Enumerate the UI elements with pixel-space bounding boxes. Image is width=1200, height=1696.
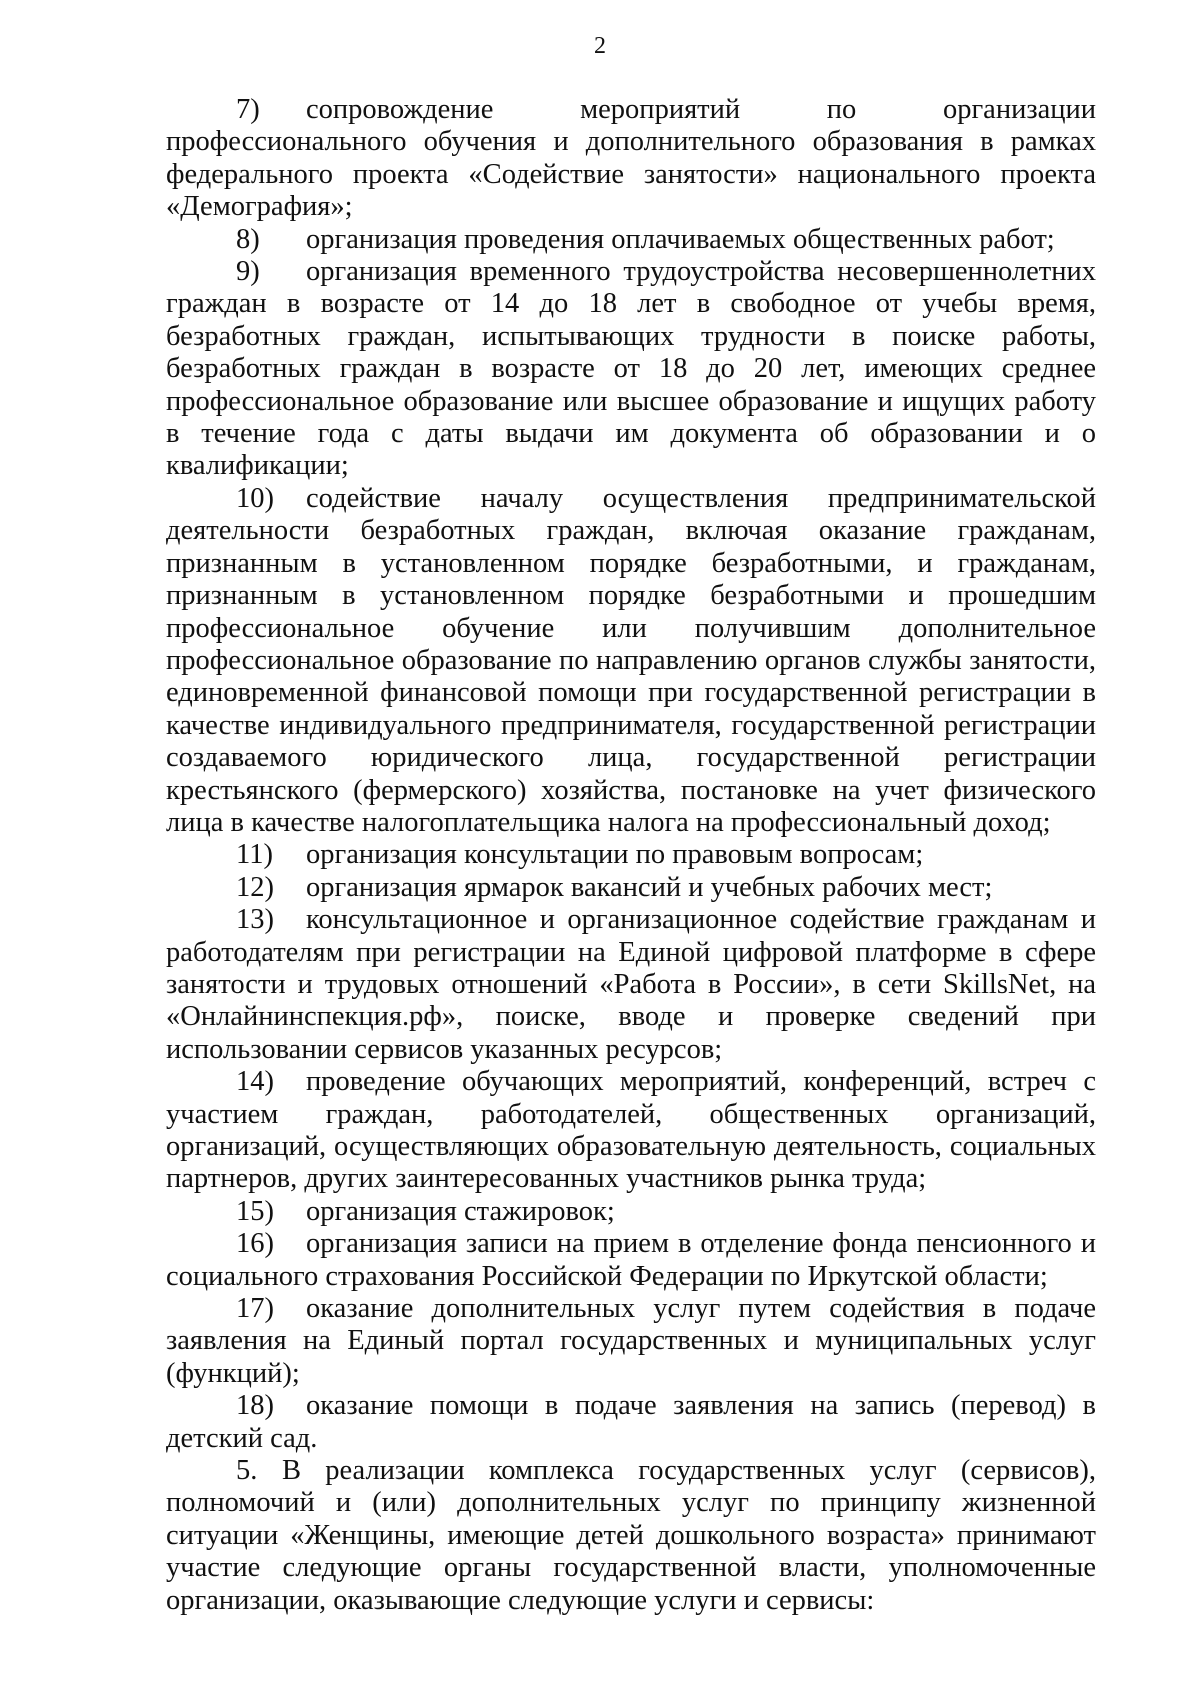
item-number: 11) xyxy=(236,839,273,871)
item-number: 14) xyxy=(236,1066,274,1098)
item-number: 13) xyxy=(236,904,274,936)
list-item xyxy=(166,94,1096,224)
list-item xyxy=(166,839,1096,871)
item-text: организация записи на прием в отделение фонда пенсионного и социального страхования Российской Федерации по Иркутской области; xyxy=(166,1228,1096,1292)
list-item xyxy=(166,256,1096,483)
item-number: 17) xyxy=(236,1293,274,1325)
item-text: организация ярмарок вакансий и учебных рабочих мест; xyxy=(306,871,993,903)
item-text: организация временного трудоустройства несовершеннолетних граждан в возрасте от 14 до 18 лет в свободное от учебы время, безработных граждан, испытывающих трудности в поиске работы, безработных граждан в возрасте от 18 до 20 лет, имеющих среднее профессиональное образование или высшее образование и ищущих работу в течение года с даты выдачи им документа об образовании и о квалификации; xyxy=(166,256,1096,482)
list-item xyxy=(166,872,1096,904)
list-item xyxy=(166,904,1096,1066)
item-text: организация проведения оплачиваемых общественных работ; xyxy=(306,223,1055,255)
item-number: 16) xyxy=(236,1228,274,1260)
document-body xyxy=(166,94,1096,1617)
item-text: консультационное и организационное содействие гражданам и работодателям при регистрации на Единой цифровой платформе в сфере занятости и трудовых отношений «Работа в России», в сети SkillsNet, на «Онлайнинспекция.рф», поиске, вводе и проверке сведений при использовании сервисов указанных ресурсов; xyxy=(166,904,1096,1065)
list-item xyxy=(166,483,1096,839)
page-number: 2 xyxy=(594,33,606,59)
list-item xyxy=(166,1066,1096,1196)
item-number: 12) xyxy=(236,871,274,903)
list-item xyxy=(166,1390,1096,1455)
item-number: 9) xyxy=(236,256,260,288)
item-number: 10) xyxy=(236,482,274,514)
item-text: организация консультации по правовым вопросам; xyxy=(306,839,924,871)
item-text: содействие началу осуществления предпринимательской деятельности безработных граждан, включая оказание гражданам, признанным в установленном порядке безработными, и гражданам, признанным в установленном порядке безработными и прошедшим профессиональное обучение или получившим дополнительное профессиональное образование по направлению органов службы занятости, единовременной финансовой помощи при государственной регистрации в качестве индивидуального предпринимателя, государственной регистрации создаваемого юридического лица, государственной регистрации крестьянского (фермерского) хозяйства, постановке на учет физического лица в качестве налогоплательщика налога на профессиональный доход; xyxy=(166,482,1096,838)
item-text: проведение обучающих мероприятий, конференций, встреч с участием граждан, работодателей, общественных организаций, организаций, осуществляющих образовательную деятельность, социальных партнеров, других заинтересованных участников рынка труда; xyxy=(166,1066,1096,1195)
item-number: 15) xyxy=(236,1195,274,1227)
item-number: 18) xyxy=(236,1390,274,1422)
section-number: 5. xyxy=(236,1455,258,1487)
item-text: организация стажировок; xyxy=(306,1195,615,1227)
list-item xyxy=(166,1228,1096,1293)
list-item xyxy=(166,1293,1096,1390)
item-text: оказание помощи в подаче заявления на запись (перевод) в детский сад. xyxy=(166,1390,1096,1454)
item-number: 7) xyxy=(236,94,260,125)
list-item xyxy=(166,224,1096,256)
section-paragraph xyxy=(166,1455,1096,1617)
item-text: оказание дополнительных услуг путем содействия в подаче заявления на Единый портал государственных и муниципальных услуг (функций); xyxy=(166,1293,1096,1389)
section-text: В реализации комплекса государственных услуг (сервисов), полномочий и (или) дополнительных услуг по принципу жизненной ситуации «Женщины, имеющие детей дошкольного возраста» принимают участие следующие органы государственной власти, уполномоченные организации, оказывающие следующие услуги и сервисы: xyxy=(166,1455,1096,1616)
item-number: 8) xyxy=(236,223,260,255)
list-item xyxy=(166,1196,1096,1228)
item-text: сопровождение мероприятий по организации профессионального обучения и дополнительного образования в рамках федерального проекта «Содействие занятости» национального проекта «Демография»; xyxy=(166,94,1096,223)
